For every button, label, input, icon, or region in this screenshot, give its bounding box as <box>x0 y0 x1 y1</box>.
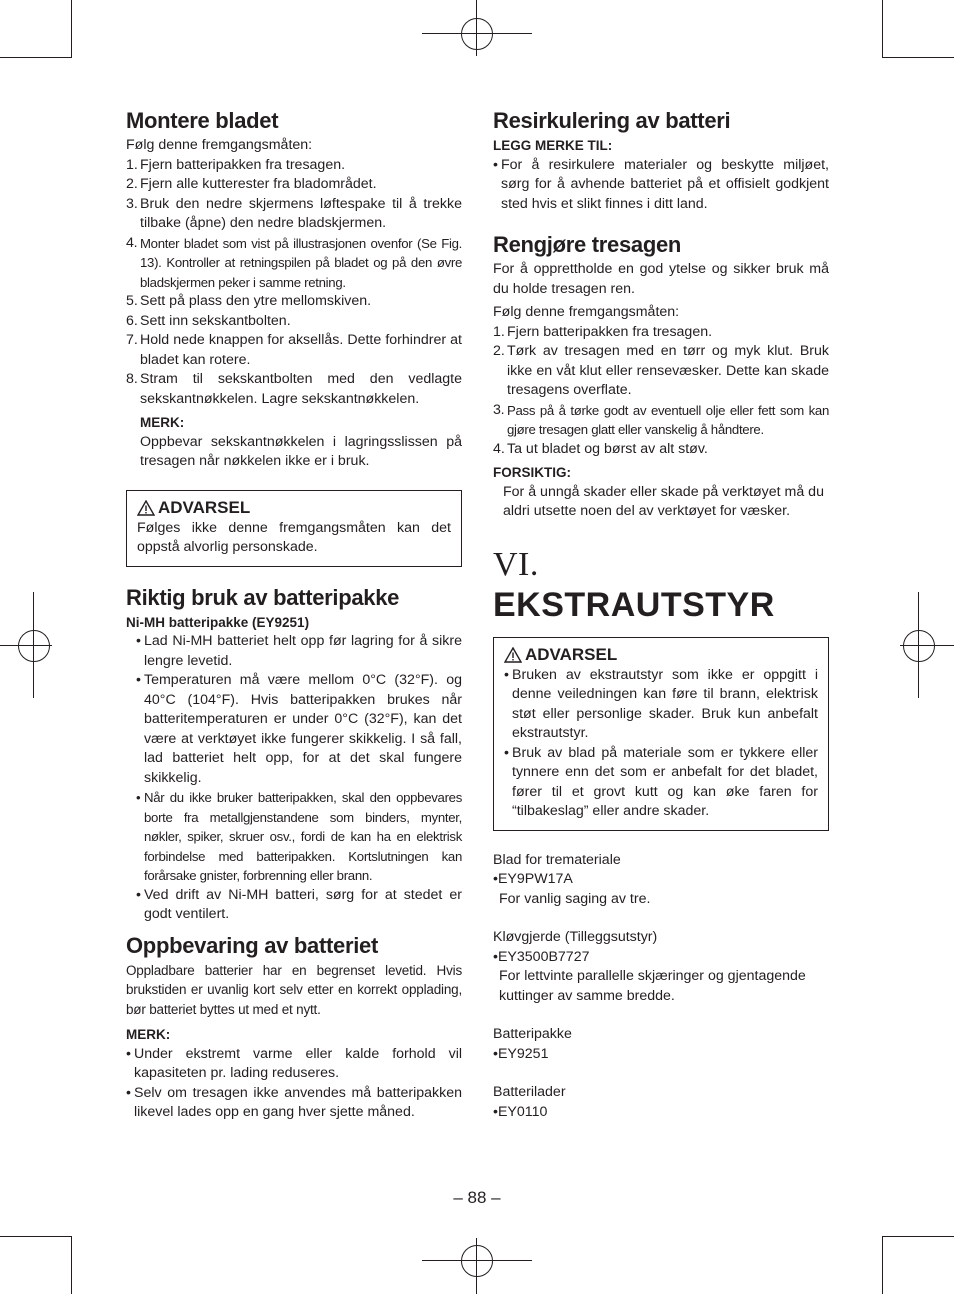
list-item: • Når du ikke bruker batteripakken, skal den oppbevares borte fra metallgjenstandene som binders, mynter, nøkler, spiker, skruer osv., fordi de kan ha en elektrisk forbindelse med batteripakken. Kortslutningen kan forårsake gnister, forbrenning eller brann. <box>136 790 462 883</box>
accessory-name: Blad for tremateriale <box>493 851 621 868</box>
crop-mark-bottom-left-h <box>0 1236 72 1237</box>
right-column <box>493 108 829 1122</box>
bullet-list <box>504 666 818 822</box>
list-item: 3. Pass på å tørke godt av eventuell olje eller fett som kan gjøre tresagen glatt eller vanskelig å håndtere. <box>493 401 829 437</box>
section-title: Oppbevaring av batteriet <box>126 932 378 958</box>
crop-mark-top-left-v <box>71 0 72 58</box>
list-item: 3. Bruk den nedre skjermens løftespake til å trekke tilbake (åpne) den nedre bladskjermen. <box>126 195 462 231</box>
registration-line-left-v <box>33 592 34 698</box>
section-resirkulering <box>493 108 829 214</box>
crop-mark-bottom-right-v <box>882 1236 883 1294</box>
left-column <box>126 108 462 1123</box>
list-item: 4. Monter bladet som vist på illustrasjonen ovenfor (Se Fig. 13). Kontroller at retningspilen på bladet og på den øvre bladskjermen peker i samme retning. <box>126 234 462 290</box>
warning-triangle-icon <box>137 500 155 516</box>
warning-triangle-icon <box>504 647 522 663</box>
chapter-heading <box>493 544 829 625</box>
accessory-desc: For lettvinte parallelle skjæringer og gjentagende kuttinger av samme bredde. <box>499 968 806 1004</box>
intro-text: Følg denne fremgangsmåten: <box>126 137 313 153</box>
registration-line-right-v <box>918 592 919 698</box>
accessory-desc: For vanlig saging av tre. <box>499 890 651 907</box>
section-title: Montere bladet <box>126 108 279 133</box>
registration-line-right-h <box>900 645 954 646</box>
registration-line-left-h <box>0 645 52 646</box>
chapter-numeral: VI. <box>493 545 539 583</box>
warning-box <box>493 637 829 831</box>
list-item: 2. Fjern alle kutterester fra bladområdet. <box>126 176 377 192</box>
list-item: • Selv om tresagen ikke anvendes må batteripakken likevel lades opp en gang hver sjette måned. <box>126 1084 462 1120</box>
section-ekstrautstyr <box>493 544 829 1123</box>
list-item: • Temperaturen må være mellom 0°C (32°F). og 40°C (104°F). Hvis batteripakken brukes når batteritemperaturen er under 0°C (32°F), kan det være at verktøyet ikke fungerer skikkelig. I så fall, lad batteriet helt opp, for at det skal fungere skikkelig. <box>136 672 462 786</box>
list-item: 5. Sett på plass den ytre mellomskiven. <box>126 293 372 309</box>
steps-list <box>493 323 829 460</box>
steps-list <box>126 156 462 410</box>
bullet-list <box>493 156 829 215</box>
registration-line-top-h <box>422 33 532 34</box>
list-item: 8. Stram til sekskantbolten med den vedlagte sekskantnøkkelen. Lagre sekskantnøkkelen. <box>126 371 462 407</box>
list-item: 1. Fjern batteripakken fra tresagen. <box>126 156 346 173</box>
accessory-code: •EY0110 <box>493 1103 548 1120</box>
note-text: Oppbevar sekskantnøkkelen i lagringsslissen på tresagen når nøkkelen ikke er i bruk. <box>140 433 462 469</box>
section-riktig-bruk <box>126 585 462 925</box>
page-number: – 88 – <box>453 1188 501 1207</box>
accessory-item <box>493 1083 829 1122</box>
crop-mark-bottom-left-v <box>71 1236 72 1294</box>
list-item: 1. Fjern batteripakken fra tresagen. <box>493 323 713 340</box>
warning-box <box>126 490 462 567</box>
intro-text: Følg denne fremgangsmåten: <box>493 304 680 320</box>
accessory-code: •EY3500B7727 <box>493 948 590 965</box>
list-item: 4. Ta ut bladet og børst av alt støv. <box>493 440 708 457</box>
list-item: • Under ekstremt varme eller kalde forhold vil kapasiteten pr. lading reduseres. <box>126 1045 462 1081</box>
list-item: • Bruk av blad på materiale som er tykkere eller tynnere enn det som er anbefalt for det bladet, fører til et grovt kutt og kan øke faren for “tilbakeslag” eller andre skader. <box>504 744 818 819</box>
chapter-title: EKSTRAUTSTYR <box>493 585 775 624</box>
subheading: LEGG MERKE TIL: <box>493 138 613 153</box>
body-text: For å opprettholde en god ytelse og sikker bruk må du holde tresagen ren. <box>493 261 829 297</box>
registration-line-bottom-h <box>422 1260 532 1261</box>
warning-label: ADVARSEL <box>525 644 618 664</box>
registration-mark-left <box>18 630 50 662</box>
accessory-item <box>493 1025 829 1064</box>
accessory-name: Kløvgjerde (Tilleggsutstyr) <box>493 929 658 945</box>
crop-mark-bottom-right-h <box>882 1236 954 1237</box>
section-montere-bladet <box>126 108 462 472</box>
accessory-code: •EY9251 <box>493 1045 549 1062</box>
accessory-code: •EY9PW17A <box>493 871 573 887</box>
crop-mark-top-left-h <box>0 57 72 58</box>
registration-mark-right <box>903 630 935 662</box>
section-title: Riktig bruk av batteripakke <box>126 584 400 610</box>
accessory-item <box>493 928 829 1006</box>
bullet-list <box>126 1045 462 1123</box>
caution-text: For å unngå skader eller skade på verktøyet må du aldri utsette noen del av verktøyet for væsker. <box>503 483 824 519</box>
accessory-name: Batterilader <box>493 1084 566 1100</box>
bullet-list <box>126 632 462 925</box>
crop-mark-top-right-h <box>882 57 954 58</box>
accessory-item <box>493 851 829 910</box>
registration-mark-bottom <box>461 1245 493 1277</box>
accessory-name: Batteripakke <box>493 1026 572 1042</box>
section-title: Resirkulering av batteri <box>493 108 731 133</box>
list-item: • Ved drift av Ni-MH batteri, sørg for at stedet er godt ventilert. <box>136 886 462 922</box>
section-oppbevaring <box>126 933 462 1123</box>
list-item: 7. Hold nede knappen for aksellås. Dette forhindrer at bladet kan rotere. <box>126 332 462 368</box>
list-item: 2. Tørk av tresagen med en tørr og myk klut. Bruk ikke en våt klut eller rensevæsker. Dette kan skade tresagens overflate. <box>493 343 829 398</box>
note-label: MERK: <box>126 1027 171 1042</box>
subheading: Ni-MH batteripakke (EY9251) <box>126 614 310 630</box>
warning-text: Følges ikke denne fremgangsmåten kan det oppstå alvorlig personskade. <box>137 519 451 555</box>
caution-label: FORSIKTIG: <box>493 465 571 480</box>
list-item: 6. Sett inn sekskantbolten. <box>126 312 291 329</box>
list-item: • For å resirkulere materialer og beskytte miljøet, sørg for å avhende batteriet på et offisielt godkjent sted hvis et slikt finnes i ditt land. <box>493 156 829 212</box>
section-title: Rengjøre tresagen <box>493 232 682 257</box>
note-label: MERK: <box>140 415 185 430</box>
registration-mark-top <box>461 18 493 50</box>
warning-label: ADVARSEL <box>158 497 251 517</box>
registration-line-bottom-v <box>476 1238 477 1294</box>
registration-line-top-v <box>476 0 477 56</box>
body-text: Oppladbare batterier har en begrenset levetid. Hvis brukstiden er uvanlig kort selv etter en korrekt opplading, bør batteriet byttes ut med et nytt. <box>126 962 462 1017</box>
list-item: • Lad Ni-MH batteriet helt opp før lagring for å sikre lengre levetid. <box>136 633 462 669</box>
list-item: • Bruken av ekstrautstyr som ikke er oppgitt i denne veiledningen kan føre til brann, elektrisk støt eller personlige skader. Bruk kun anbefalt ekstrautstyr. <box>504 666 818 741</box>
crop-mark-top-right-v <box>882 0 883 58</box>
section-rengjore <box>493 232 829 522</box>
